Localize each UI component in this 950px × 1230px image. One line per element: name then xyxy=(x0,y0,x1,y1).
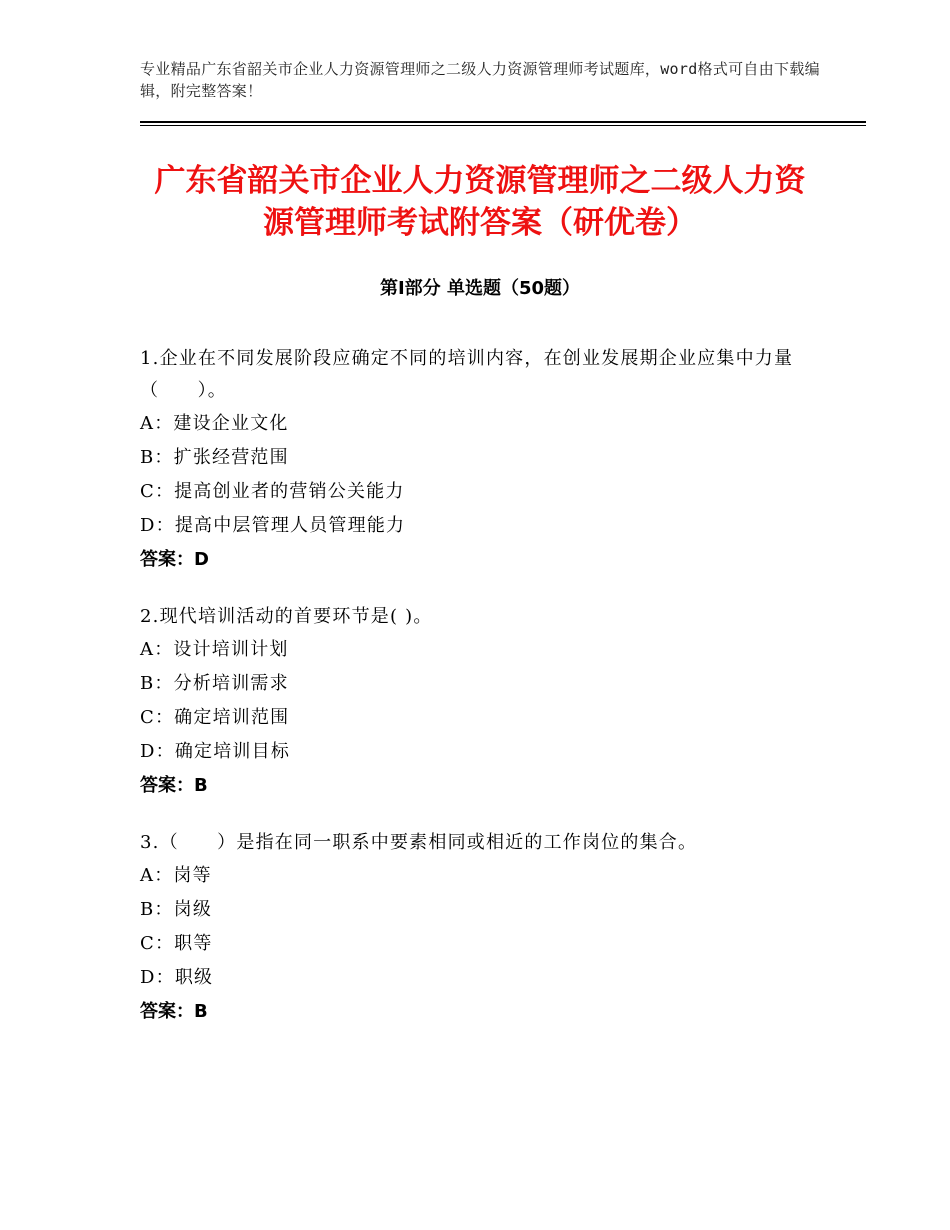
option-b: B：岗级 xyxy=(140,899,213,920)
question-text: 1.企业在不同发展阶段应确定不同的培训内容，在创业发展期企业应集中力量（ ）。 xyxy=(140,348,794,401)
question-3 xyxy=(140,827,820,1029)
option-a: A：岗等 xyxy=(140,865,212,886)
header-note: 专业精品广东省韶关市企业人力资源管理师之二级人力资源管理师考试题库，word格式可自由下载编辑，附完整答案！ xyxy=(140,60,820,100)
option-a: A：设计培训计划 xyxy=(140,639,289,660)
section-title: 第Ⅰ部分 单选题（50题） xyxy=(379,278,580,299)
answer-label: 答案：D xyxy=(140,549,209,570)
option-c: C：提高创业者的营销公关能力 xyxy=(140,481,405,502)
option-c: C：确定培训范围 xyxy=(140,707,290,728)
question-text: 2.现代培训活动的首要环节是( )。 xyxy=(140,606,433,627)
option-a: A：建设企业文化 xyxy=(140,413,289,434)
question-2 xyxy=(140,601,820,803)
answer-label: 答案：B xyxy=(140,775,208,796)
option-b: B：分析培训需求 xyxy=(140,673,289,694)
option-d: D：确定培训目标 xyxy=(140,741,291,762)
option-d: D：职级 xyxy=(140,967,214,988)
header-divider-thin xyxy=(140,125,866,126)
header-divider-thick xyxy=(140,121,866,123)
answer-label: 答案：B xyxy=(140,1001,208,1022)
option-d: D：提高中层管理人员管理能力 xyxy=(140,515,406,536)
document-title: 广东省韶关市企业人力资源管理师之二级人力资源管理师考试附答案（研优卷） xyxy=(154,163,806,241)
question-1 xyxy=(140,343,820,577)
option-c: C：职等 xyxy=(140,933,213,954)
option-b: B：扩张经营范围 xyxy=(140,447,289,468)
question-list xyxy=(140,343,820,1053)
question-text: 3.（ ）是指在同一职系中要素相同或相近的工作岗位的集合。 xyxy=(140,832,698,853)
